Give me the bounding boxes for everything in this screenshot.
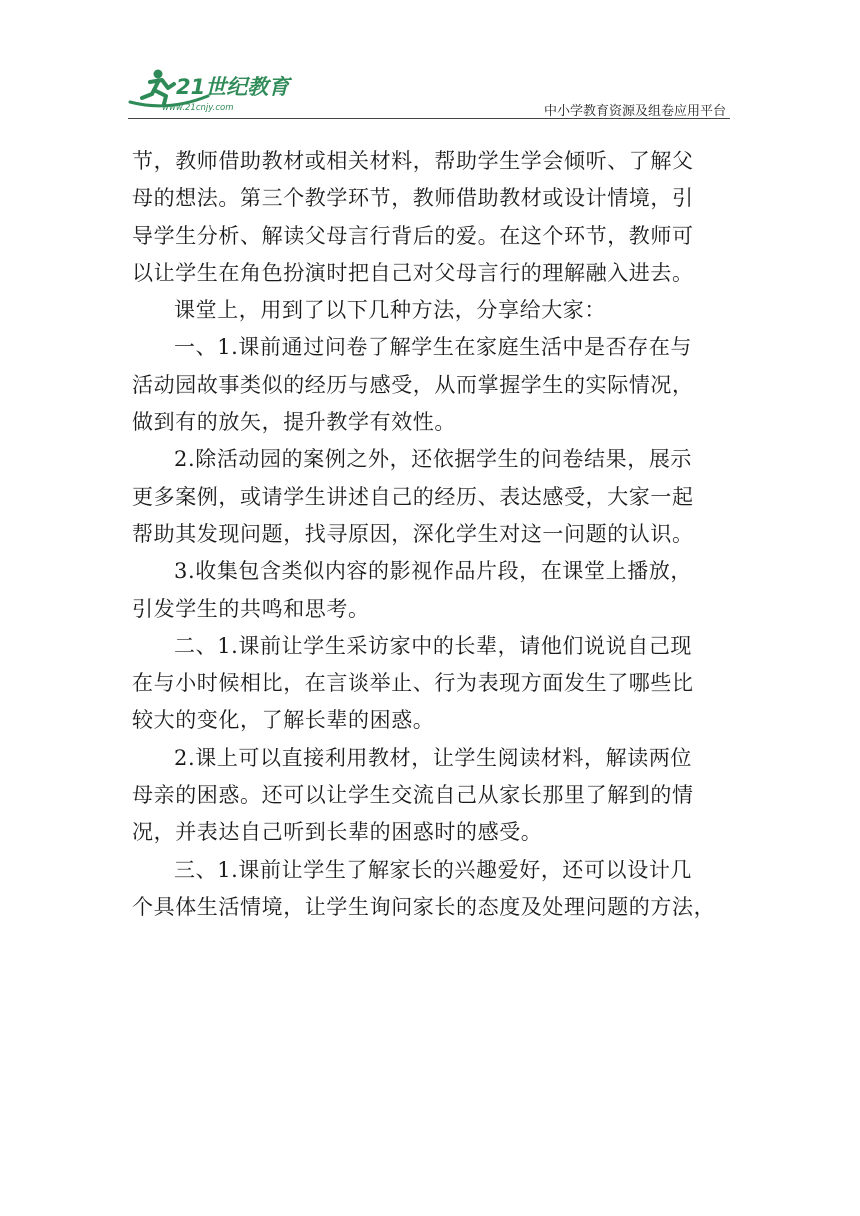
text-line: 母亲的困惑。还可以让学生交流自己从家长那里了解到的情 [132,783,694,808]
text-line: 2.除活动园的案例之外，还依据学生的问卷结果，展示 [174,447,693,472]
logo-url: www.21cnjy.com [162,103,234,113]
text-line: 课堂上，用到了以下几种方法，分享给大家： [174,298,606,323]
text-line: 引发学生的共鸣和思考。 [132,596,370,621]
text-line: 以让学生在角色扮演时把自己对父母言行的理解融入进去。 [132,260,694,285]
logo [128,66,298,116]
document-body [132,143,732,926]
text-line: 节，教师借助教材或相关材料，帮助学生学会倾听、了解父 [132,149,694,173]
text-line: 3.收集包含类似内容的影视作品片段，在课堂上播放， [174,559,693,584]
platform-name: 中小学教育资源及组卷应用平台 [543,104,726,119]
text-line: 母的想法。第三个教学环节，教师借助教材或设计情境，引 [132,186,694,211]
text-line: 况，并表达自己听到长辈的困惑时的感受。 [132,820,543,845]
text-line: 活动园故事类似的经历与感受，从而掌握学生的实际情况， [132,372,694,397]
text-line: 二、1.课前让学生采访家中的长辈，请他们说说自己现 [174,633,693,658]
logo-brand: 21世纪教育 [176,75,290,99]
text-line: 个具体生活情境，让学生询问家长的态度及处理问题的方法， [132,894,716,919]
text-line: 导学生分析、解读父母言行背后的爱。在这个环节，教师可 [132,223,694,248]
text-line: 在与小时候相比，在言谈举止、行为表现方面发生了哪些比 [132,671,694,696]
page-header [128,66,730,124]
text-line: 较大的变化，了解长辈的困惑。 [132,708,435,733]
text-line: 更多案例，或请学生讲述自己的经历、表达感受，大家一起 [132,484,694,509]
text-line: 三、1.课前让学生了解家长的兴趣爱好，还可以设计几 [174,857,693,882]
text-line: 帮助其发现问题，找寻原因，深化学生对这一问题的认识。 [132,521,694,546]
text-line: 做到有的放矢，提升教学有效性。 [132,410,456,435]
header-divider [128,118,730,119]
text-line: 2.课上可以直接利用教材，让学生阅读材料，解读两位 [174,745,693,770]
text-line: 一、1.课前通过问卷了解学生在家庭生活中是否存在与 [174,335,693,360]
